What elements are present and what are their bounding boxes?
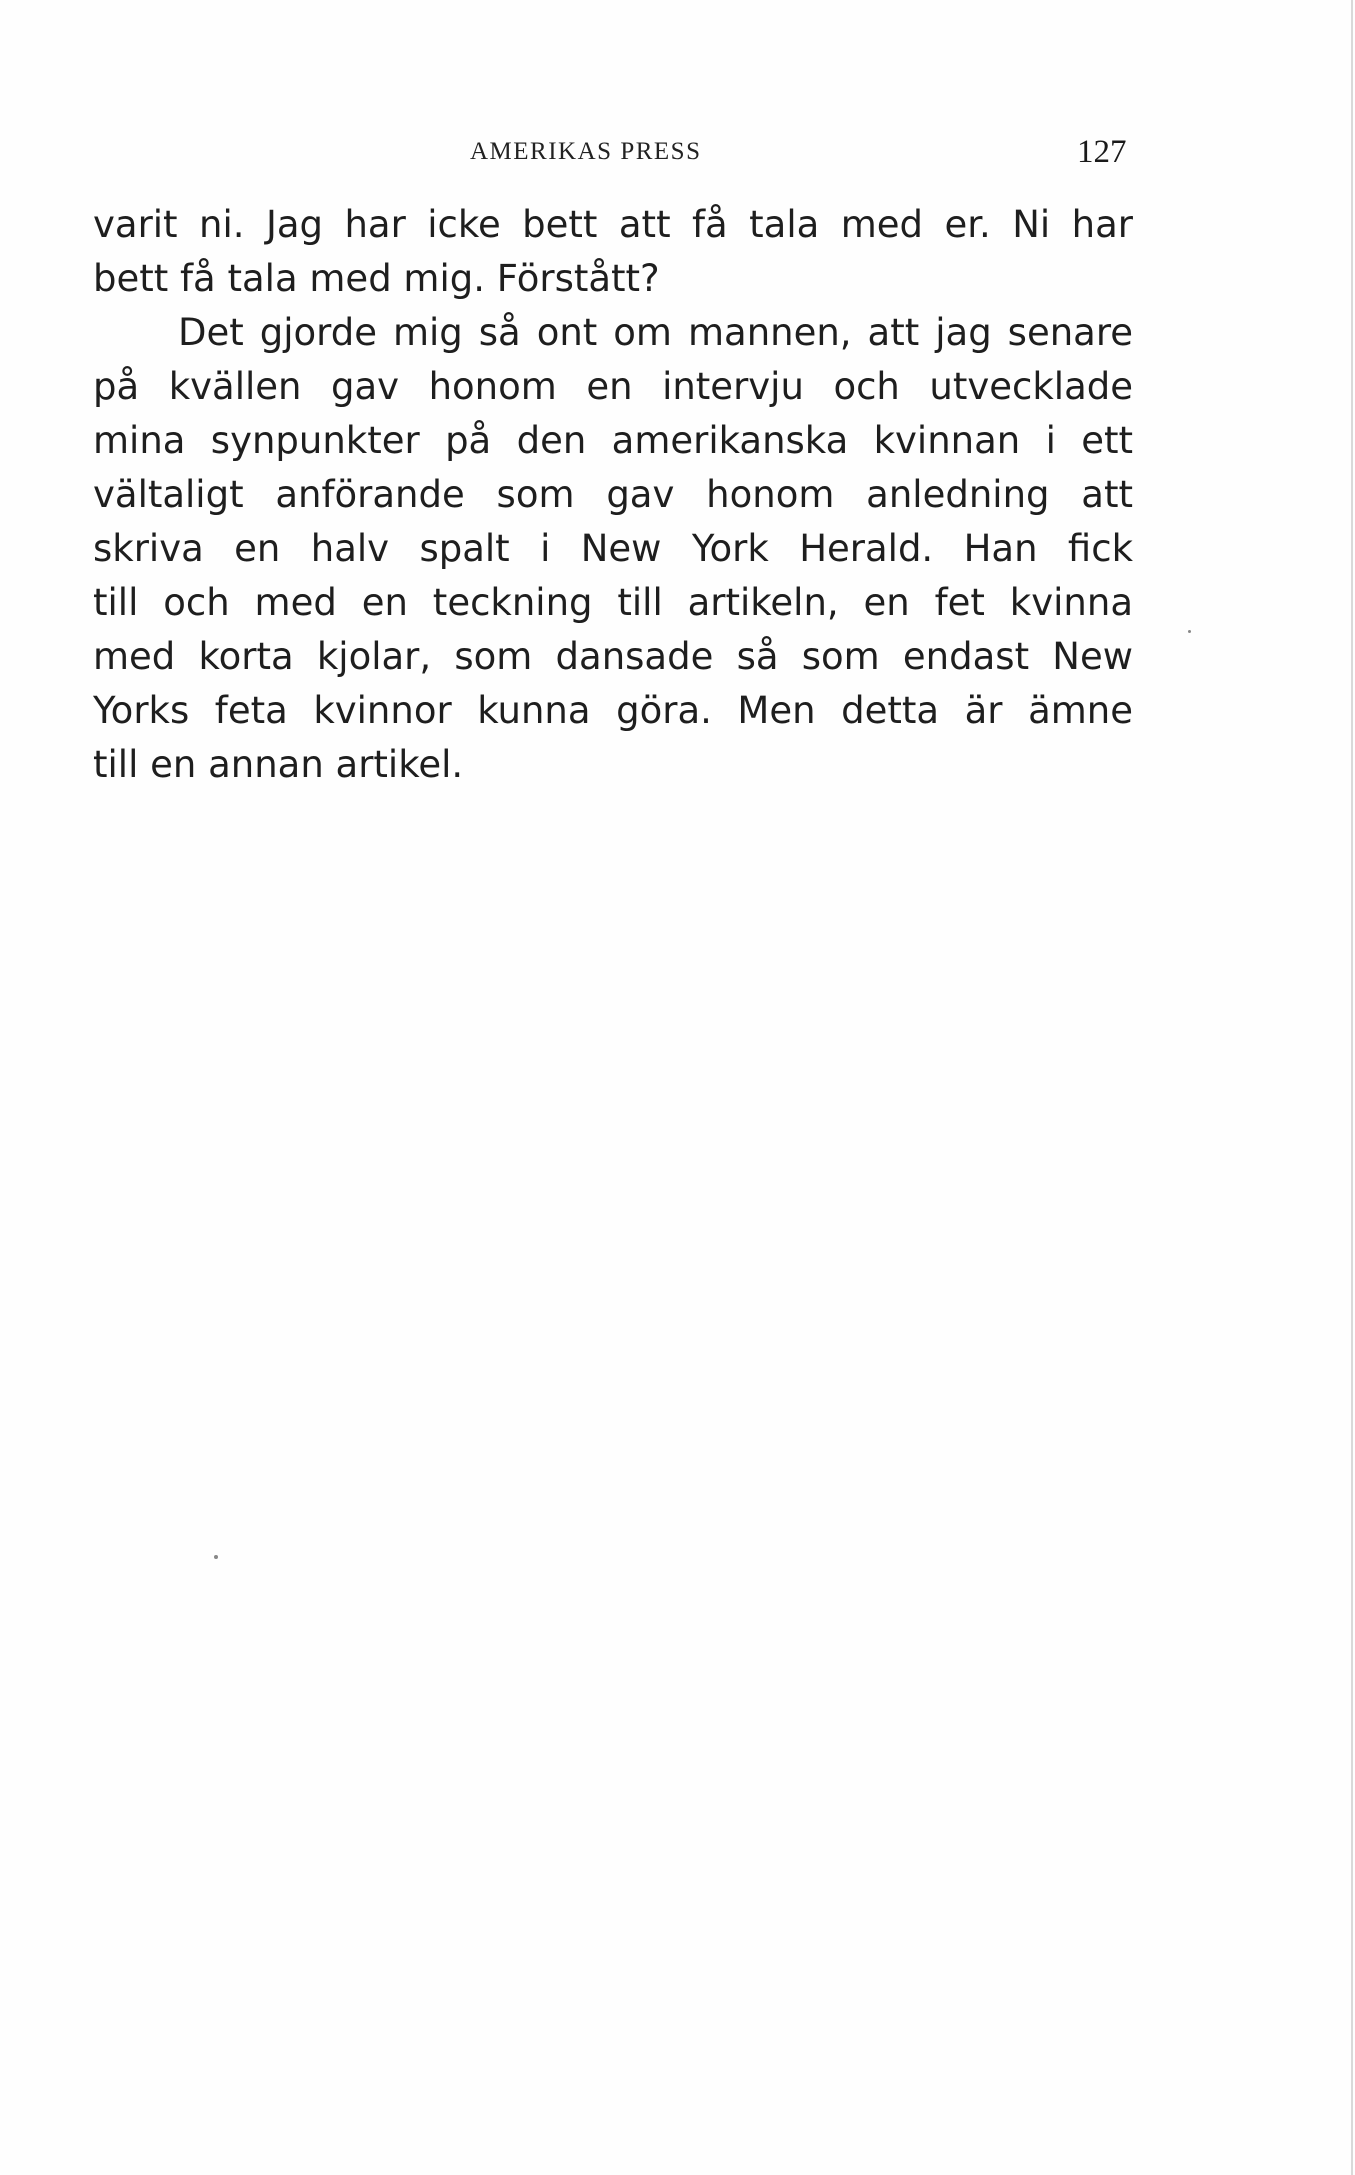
text-line: till och med en teckning till artikeln, en fet kvinna [93,581,1133,624]
running-head [0,134,1355,178]
text-line: varit ni. Jag har icke bett att få tala med er. Ni har [93,203,1133,246]
text-line: Det gjorde mig så ont om mannen, att jag senare [178,311,1133,354]
text-line: med korta kjolar, som dansade så som endast New [93,635,1133,678]
text-line: mina synpunkter på den amerikanska kvinnan i ett [93,419,1133,462]
text-line: vältaligt anförande som gav honom anledning att [93,473,1133,516]
page-number: 127 [1077,134,1127,170]
text-line: Yorks feta kvinnor kunna göra. Men detta är ämne [93,689,1133,732]
paper-speck [1188,630,1191,633]
text-line: skriva en halv spalt i New York Herald. Han fick [93,527,1133,570]
body-text [93,198,1133,792]
running-title: AMERIKAS PRESS [470,138,702,165]
text-line: till en annan artikel. [93,743,464,786]
paper-speck [214,1555,218,1559]
text-line: bett få tala med mig. Förstått? [93,257,660,300]
page-edge [1351,0,1353,2175]
text-line: på kvällen gav honom en intervju och utvecklade [93,365,1133,408]
